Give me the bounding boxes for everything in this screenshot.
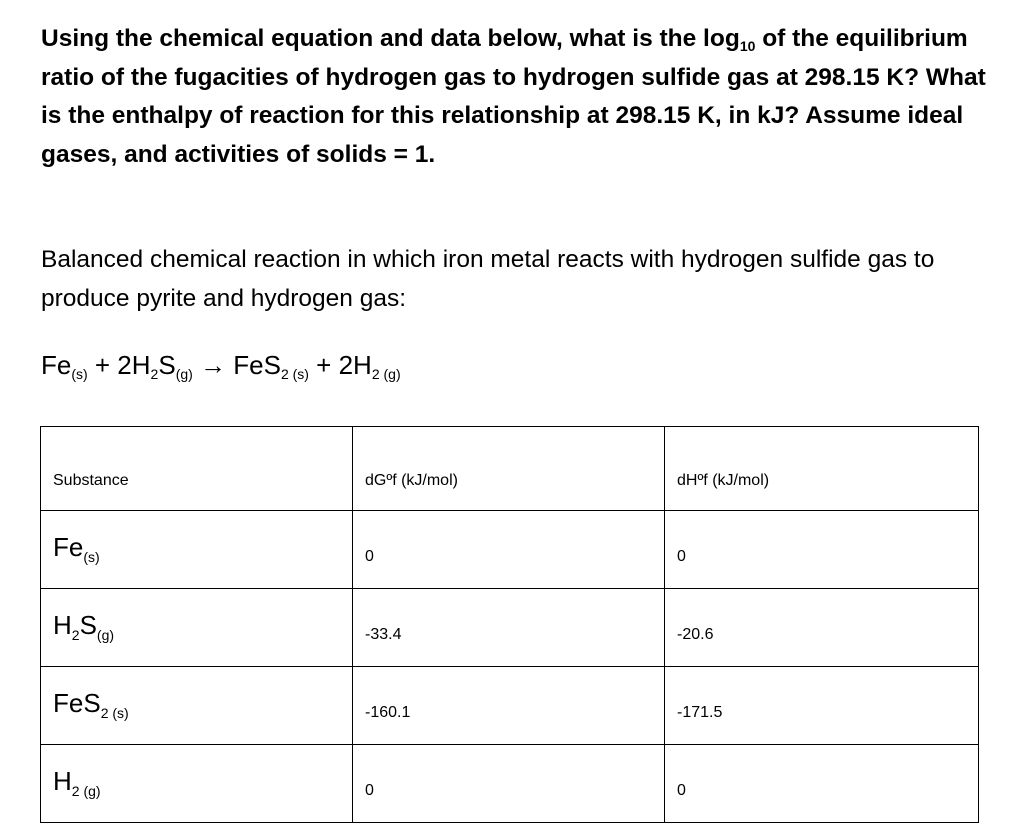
dh-cell: 0 <box>665 511 979 589</box>
dg-cell: 0 <box>353 511 665 589</box>
formula: H <box>53 766 72 796</box>
formula-subscript: (g) <box>96 627 115 643</box>
log-base-subscript: 10 <box>739 38 756 54</box>
table-row <box>41 589 979 667</box>
dh-cell: -20.6 <box>665 589 979 667</box>
substance-cell <box>41 589 353 667</box>
eq-fes2-subscript: 2 (s) <box>280 366 309 382</box>
substance-cell <box>41 745 353 823</box>
table-header-row <box>41 427 979 511</box>
substance-cell <box>41 667 353 745</box>
dg-cell: -160.1 <box>353 667 665 745</box>
formula: FeS <box>53 688 101 718</box>
eq-plus-2h-product: + 2H <box>308 350 372 380</box>
formula: H <box>53 610 72 640</box>
thermo-data-table <box>40 426 979 823</box>
eq-h2s-subscript: 2 <box>150 366 159 382</box>
header-dg: dGºf (kJ/mol) <box>353 427 665 511</box>
dg-cell: 0 <box>353 745 665 823</box>
question-part1: Using the chemical equation and data below, what is the log <box>41 25 740 52</box>
question-text <box>41 20 986 174</box>
eq-h2s-state: (g) <box>175 366 193 382</box>
table-row <box>41 745 979 823</box>
eq-plus-2h: + 2H <box>87 350 151 380</box>
intro-text: Balanced chemical reaction in which iron metal reacts with hydrogen sulfide gas to produce pyrite and hydrogen gas: <box>41 246 935 312</box>
eq-h2-subscript: 2 (g) <box>371 366 401 382</box>
dh-cell: 0 <box>665 745 979 823</box>
substance-cell <box>41 511 353 589</box>
header-substance: Substance <box>41 427 353 511</box>
dg-cell: -33.4 <box>353 589 665 667</box>
table-row <box>41 511 979 589</box>
formula-subscript: 2 <box>71 627 80 643</box>
dh-cell: -171.5 <box>665 667 979 745</box>
formula-subscript: 2 (s) <box>100 705 129 721</box>
table-row <box>41 667 979 745</box>
eq-s: S <box>158 350 176 380</box>
formula: Fe <box>53 532 84 562</box>
formula-subscript: (s) <box>83 549 100 565</box>
header-dh: dHºf (kJ/mol) <box>665 427 979 511</box>
eq-fe-state: (s) <box>71 366 88 382</box>
chemical-equation <box>41 345 986 385</box>
formula-subscript: 2 (g) <box>71 783 101 799</box>
formula: S <box>79 610 97 640</box>
eq-arrow-fes: → FeS <box>192 350 281 380</box>
eq-fe: Fe <box>41 350 72 380</box>
question-part2: of the equilibrium ratio of the fugacities of hydrogen gas to hydrogen sulfide gas at 298.15 K? What is the enthalpy of reaction for this relationship at 298.15 K, in kJ? Assume ideal gases, and activities of solids = 1. <box>41 25 986 168</box>
